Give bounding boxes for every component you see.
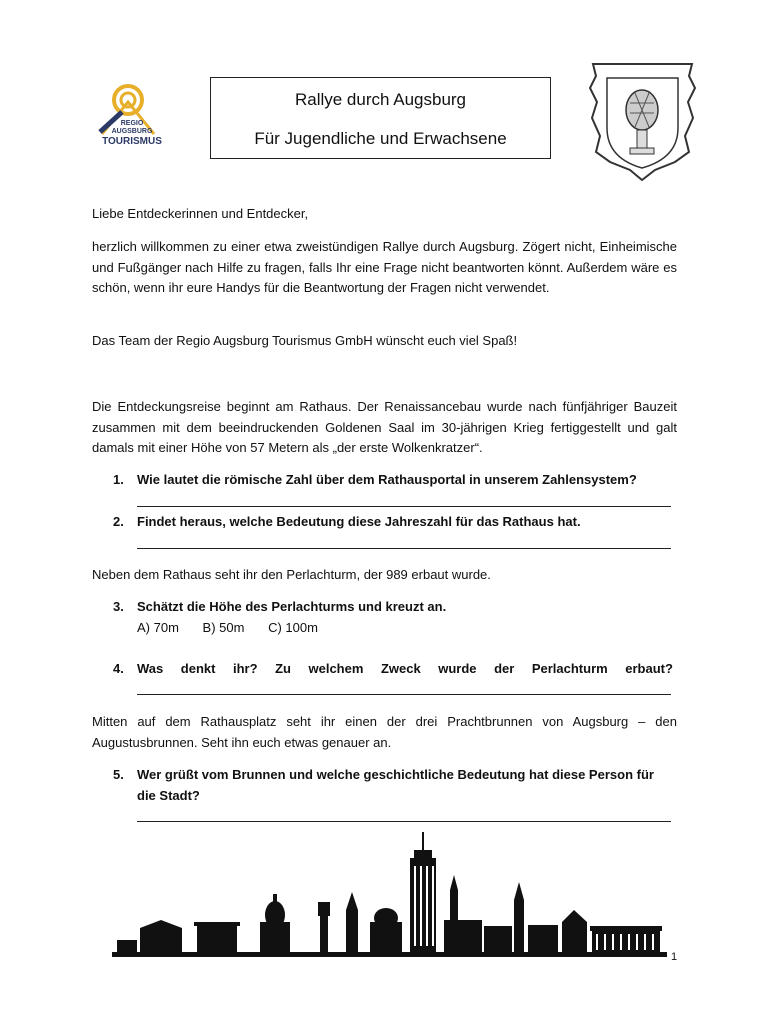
q4-word: wurde bbox=[438, 661, 477, 676]
question-4-number: 4. bbox=[113, 661, 124, 676]
question-5 bbox=[113, 765, 673, 806]
logo-text-augsburg: AUGSBURG bbox=[111, 128, 153, 135]
q4-word: Perlachturm bbox=[531, 661, 608, 676]
greeting: Liebe Entdeckerinnen und Entdecker, bbox=[92, 206, 309, 221]
question-2 bbox=[113, 512, 673, 533]
question-5-text: Wer grüßt vom Brunnen und welche geschichtliche Bedeutung hat diese Person für die Stadt? bbox=[137, 767, 654, 803]
question-5-number: 5. bbox=[113, 767, 124, 782]
augsburg-skyline-illustration bbox=[112, 830, 667, 960]
title-box bbox=[210, 77, 551, 159]
question-1-text: Wie lautet die römische Zahl über dem Rathausportal in unserem Zahlensystem? bbox=[137, 472, 637, 487]
question-2-number: 2. bbox=[113, 514, 124, 529]
q4-word: Zweck bbox=[380, 661, 421, 676]
q4-word: welchem bbox=[308, 661, 364, 676]
option-a[interactable]: A) 70m bbox=[137, 620, 179, 635]
question-3-number: 3. bbox=[113, 599, 124, 614]
page-title: Rallye durch Augsburg bbox=[294, 90, 467, 109]
augsburg-coat-of-arms bbox=[585, 58, 700, 183]
q4-word: Was bbox=[137, 661, 164, 676]
section-rathaus-text: Die Entdeckungsreise beginnt am Rathaus. Der Renaissancebau wurde nach fünfjähriger Bauzeit zusammen mit dem beeindruckenden Goldenen Saal im 30-jährigen Krieg fertiggestellt und galt damals mit einer Höhe von 57 Metern als „der erste Wolkenkratzer“. bbox=[92, 399, 677, 455]
logo-text-regio: REGIO bbox=[120, 120, 144, 127]
intro-closing: Das Team der Regio Augsburg Tourismus GmbH wünscht euch viel Spaß! bbox=[92, 333, 518, 348]
question-1 bbox=[113, 470, 673, 491]
question-3-text: Schätzt die Höhe des Perlachturms und kreuzt an. bbox=[137, 599, 447, 614]
section-augustusbrunnen-text: Mitten auf dem Rathausplatz seht ihr einen der drei Prachtbrunnen von Augsburg – den Augustusbrunnen. Seht ihn euch etwas genauer an. bbox=[92, 714, 677, 750]
option-c[interactable]: C) 100m bbox=[268, 620, 318, 635]
logo-text-tourismus: TOURISMUS bbox=[102, 136, 162, 147]
answer-line-5[interactable] bbox=[137, 821, 671, 822]
q4-word: Zu bbox=[275, 661, 291, 676]
page-number: 1 bbox=[671, 951, 678, 963]
page-subtitle: Für Jugendliche und Erwachsene bbox=[254, 129, 507, 148]
section-perlachturm-text: Neben dem Rathaus seht ihr den Perlachturm, der 989 erbaut wurde. bbox=[92, 567, 491, 582]
option-b[interactable]: B) 50m bbox=[202, 620, 245, 635]
answer-line-2[interactable] bbox=[137, 548, 671, 549]
q4-word: denkt bbox=[180, 661, 216, 676]
question-2-text: Findet heraus, welche Bedeutung diese Jahreszahl für das Rathaus hat. bbox=[137, 514, 581, 529]
question-4 bbox=[113, 659, 673, 680]
question-1-number: 1. bbox=[113, 472, 124, 487]
question-3-options bbox=[137, 618, 338, 638]
question-3 bbox=[113, 597, 673, 618]
q4-word: der bbox=[494, 661, 515, 676]
q4-word: erbaut? bbox=[625, 661, 673, 676]
question-4-text bbox=[137, 659, 673, 680]
answer-line-4[interactable] bbox=[137, 694, 671, 695]
regio-augsburg-tourismus-logo bbox=[92, 82, 172, 162]
intro-paragraph: herzlich willkommen zu einer etwa zweistündigen Rallye durch Augsburg. Zögert nicht, Einheimische und Fußgänger nach Hilfe zu fragen, falls Ihr eine Frage nicht beantworten könnt. Außerdem wäre es schön, wenn ihr eure Handys für die Beantwortung der Fragen nicht verwendet. bbox=[92, 239, 677, 295]
answer-line-1[interactable] bbox=[137, 506, 671, 507]
q4-word: ihr? bbox=[232, 661, 258, 676]
